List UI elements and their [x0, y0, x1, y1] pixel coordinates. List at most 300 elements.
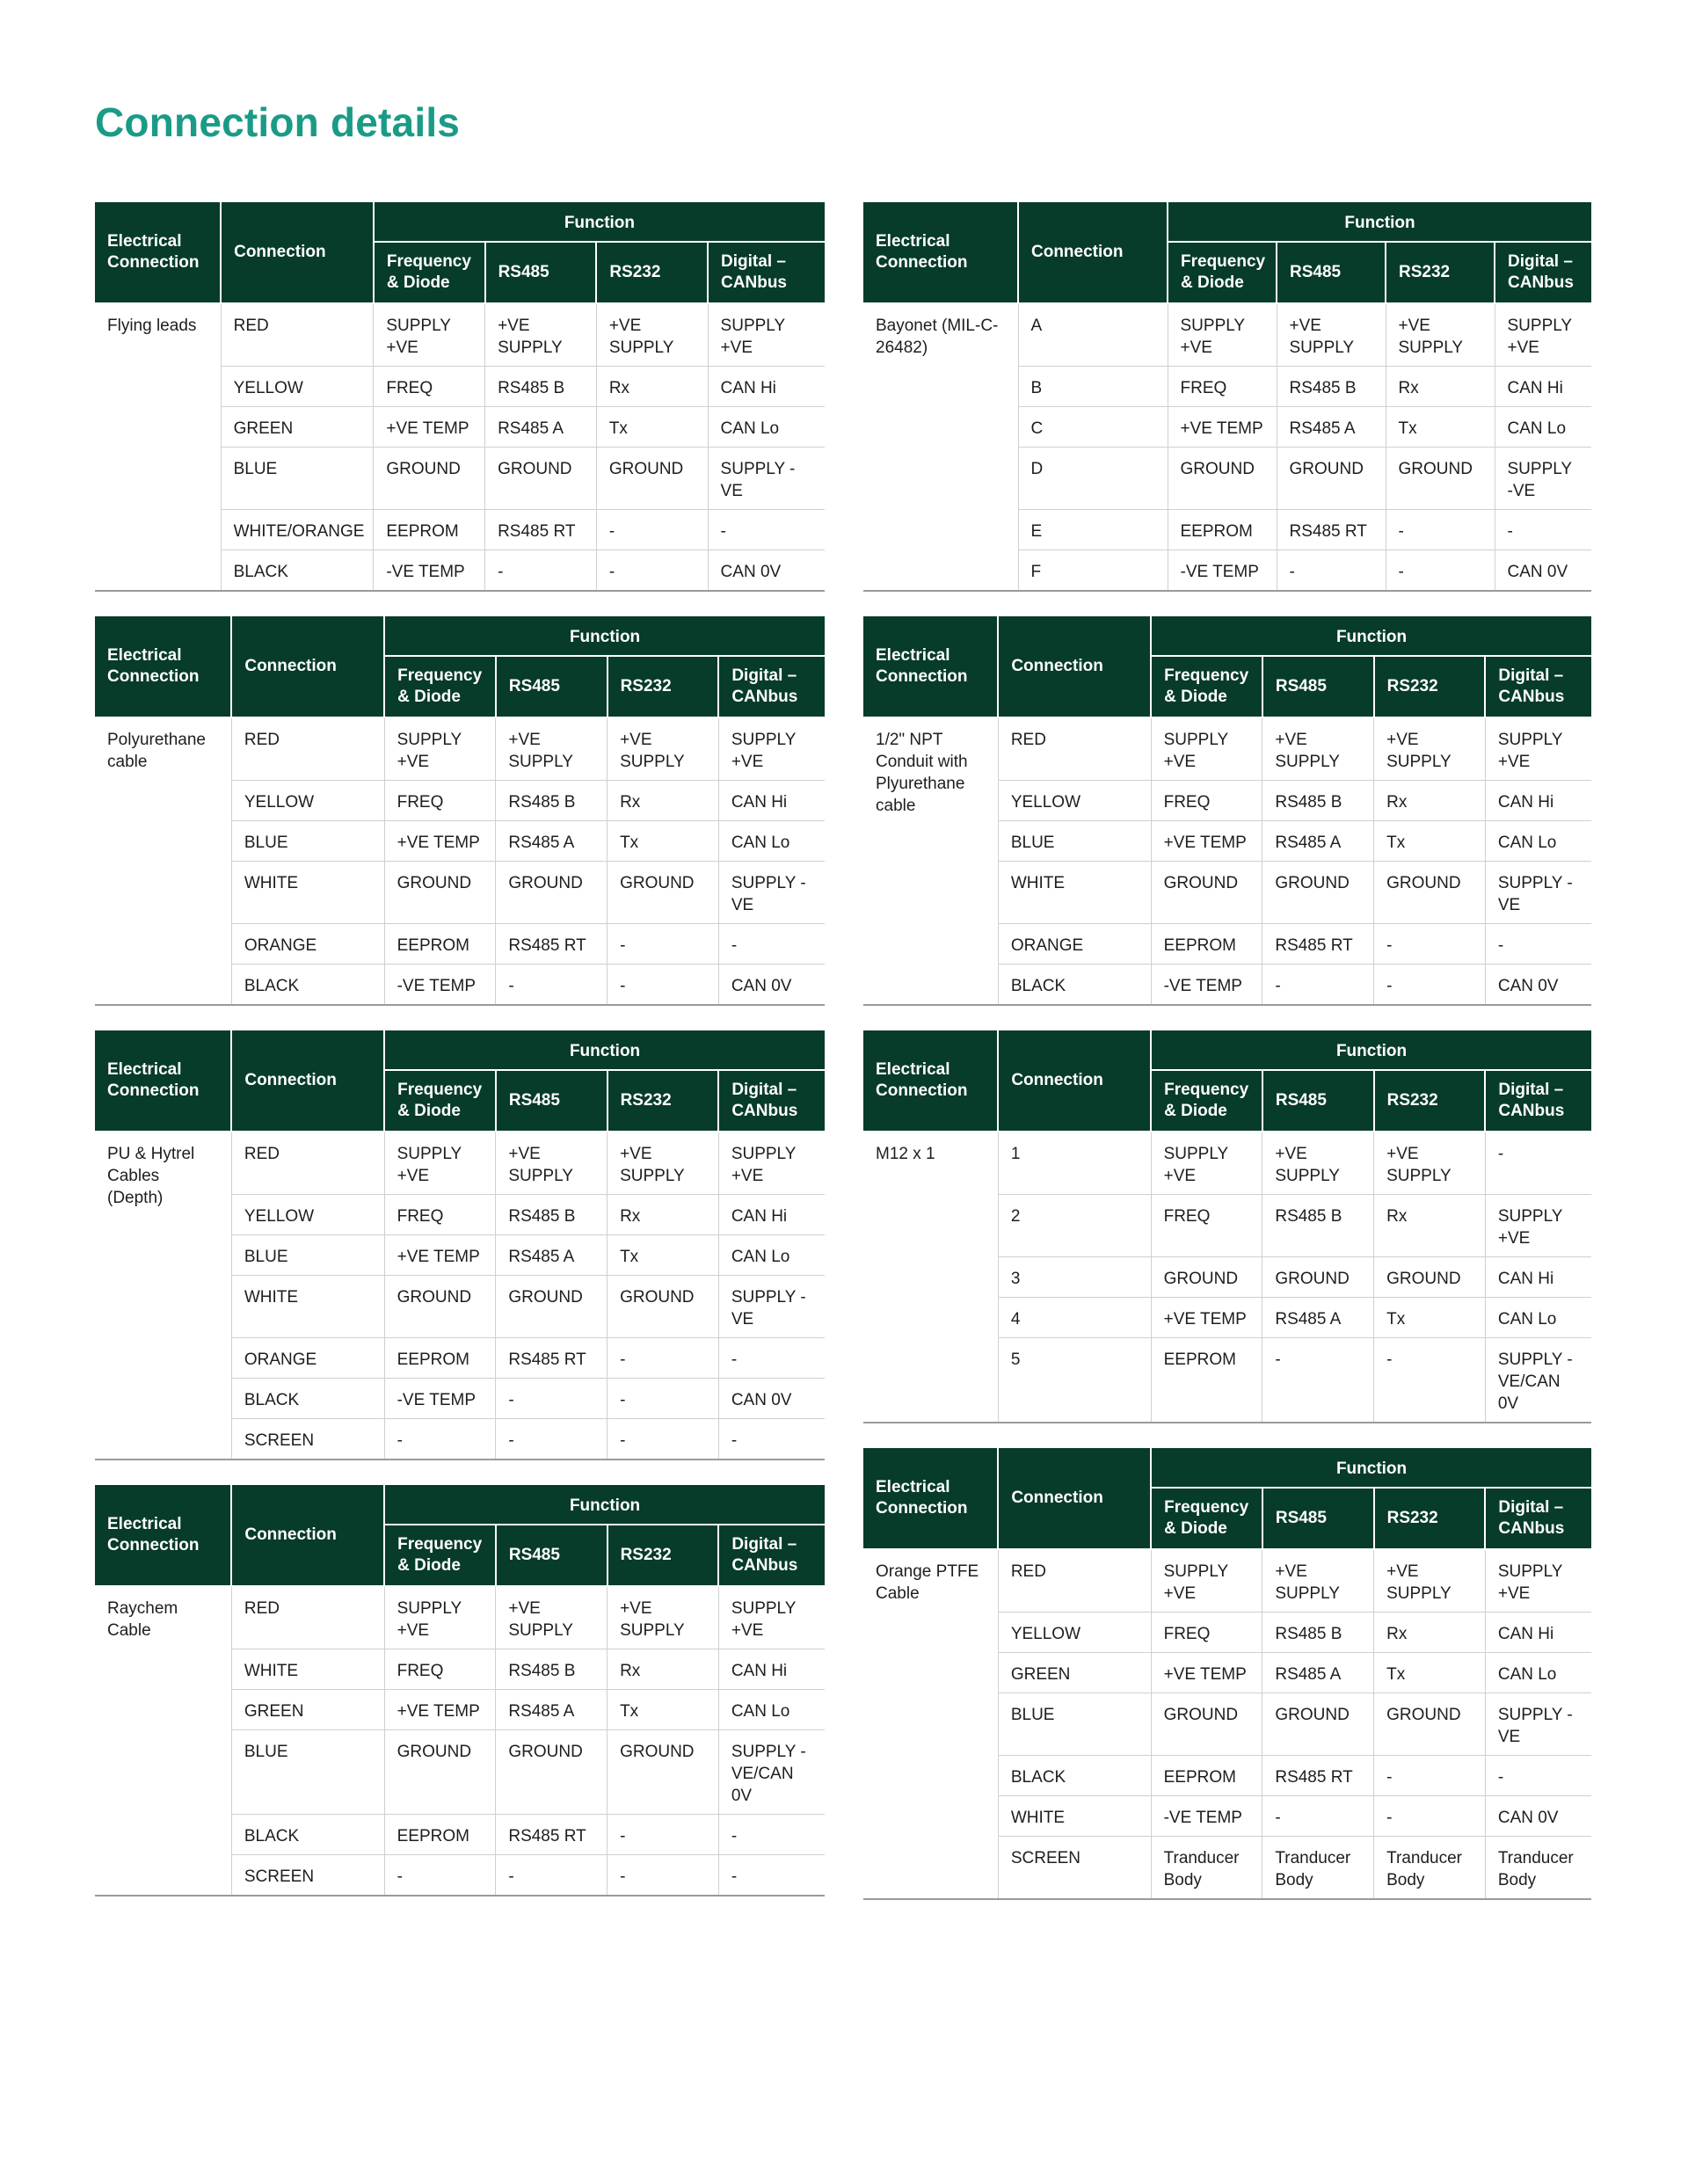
cell-rs232: - — [596, 510, 708, 550]
cell-digital-canbus: CAN 0V — [1485, 965, 1591, 1006]
cell-connection: GREEN — [221, 407, 374, 448]
device-name: Bayonet (MIL-C-26482) — [863, 303, 1018, 591]
header-digital-canbus: Digital – CANbus — [1485, 1488, 1591, 1549]
cell-digital-canbus: CAN Hi — [1485, 1613, 1591, 1653]
cell-frequency-diode: +VE TEMP — [1151, 1653, 1262, 1693]
table-header — [95, 1485, 825, 1586]
cell-digital-canbus: - — [1485, 1756, 1591, 1796]
cell-rs485: RS485 B — [1262, 781, 1374, 821]
cell-rs232: - — [1374, 965, 1486, 1006]
cell-frequency-diode: GROUND — [1151, 862, 1262, 924]
connection-table-m12 — [863, 1030, 1591, 1423]
connection-table-orange-ptfe-cable — [863, 1448, 1591, 1900]
cell-rs232: GROUND — [1374, 862, 1486, 924]
cell-digital-canbus: SUPPLY +VE — [708, 303, 825, 367]
cell-digital-canbus: CAN Hi — [708, 367, 825, 407]
cell-connection: BLUE — [231, 821, 384, 862]
connection-table-bayonet — [863, 202, 1591, 592]
cell-frequency-diode: SUPPLY +VE — [384, 1586, 496, 1649]
cell-rs485: RS485 B — [496, 1649, 608, 1690]
cell-rs232: Rx — [1374, 1613, 1486, 1653]
cell-frequency-diode: +VE TEMP — [1151, 1298, 1262, 1338]
cell-connection: BLACK — [231, 1379, 384, 1419]
cell-connection: WHITE — [998, 862, 1151, 924]
header-connection: Connection — [998, 1448, 1151, 1549]
cell-rs232: Tx — [1374, 821, 1486, 862]
cell-rs485: +VE SUPPLY — [496, 717, 608, 781]
cell-connection: 3 — [998, 1257, 1151, 1298]
cell-rs232: - — [1374, 1796, 1486, 1837]
cell-frequency-diode: SUPPLY +VE — [1168, 303, 1277, 367]
cell-rs485: RS485 B — [496, 1195, 608, 1235]
header-electrical-connection: Electrical Connection — [863, 202, 1018, 303]
cell-frequency-diode: -VE TEMP — [1151, 965, 1262, 1006]
header-rs485: RS485 — [485, 242, 597, 303]
cell-frequency-diode: SUPPLY +VE — [384, 717, 496, 781]
header-electrical-connection: Electrical Connection — [863, 616, 998, 717]
table-row — [863, 1549, 1591, 1613]
cell-rs485: GROUND — [496, 1730, 608, 1815]
cell-digital-canbus: CAN Hi — [718, 1649, 825, 1690]
cell-rs485: - — [496, 965, 608, 1006]
cell-connection: WHITE — [998, 1796, 1151, 1837]
cell-frequency-diode: SUPPLY +VE — [1151, 717, 1262, 781]
cell-rs485: - — [496, 1379, 608, 1419]
header-connection: Connection — [221, 202, 374, 303]
cell-frequency-diode: FREQ — [1151, 781, 1262, 821]
header-electrical-connection: Electrical Connection — [95, 202, 221, 303]
cell-frequency-diode: SUPPLY +VE — [1151, 1549, 1262, 1613]
cell-digital-canbus: - — [1495, 510, 1591, 550]
cell-connection: YELLOW — [231, 1195, 384, 1235]
cell-frequency-diode: GROUND — [1151, 1257, 1262, 1298]
cell-rs232: Tx — [596, 407, 708, 448]
header-electrical-connection: Electrical Connection — [863, 1448, 998, 1549]
cell-rs232: GROUND — [608, 1276, 719, 1338]
cell-rs485: GROUND — [496, 1276, 608, 1338]
cell-rs232: GROUND — [608, 862, 719, 924]
cell-rs485: RS485 A — [485, 407, 597, 448]
cell-digital-canbus: CAN Hi — [1495, 367, 1591, 407]
cell-connection: RED — [998, 717, 1151, 781]
cell-connection: 2 — [998, 1195, 1151, 1257]
cell-frequency-diode: -VE TEMP — [1151, 1796, 1262, 1837]
cell-rs232: Rx — [1374, 781, 1486, 821]
header-digital-canbus: Digital – CANbus — [1485, 1070, 1591, 1132]
cell-rs232: GROUND — [608, 1730, 719, 1815]
cell-frequency-diode: FREQ — [384, 1195, 496, 1235]
table-row — [863, 717, 1591, 781]
cell-digital-canbus: CAN 0V — [1485, 1796, 1591, 1837]
header-frequency-diode: Frequency & Diode — [1168, 242, 1277, 303]
left-column — [95, 202, 825, 1921]
cell-connection: BLUE — [231, 1730, 384, 1815]
cell-connection: 5 — [998, 1338, 1151, 1423]
cell-frequency-diode: FREQ — [1168, 367, 1277, 407]
cell-frequency-diode: GROUND — [1168, 448, 1277, 510]
cell-digital-canbus: CAN Hi — [1485, 1257, 1591, 1298]
cell-digital-canbus: - — [718, 1419, 825, 1460]
right-column — [863, 202, 1591, 1925]
cell-frequency-diode: -VE TEMP — [384, 965, 496, 1006]
cell-rs485: Tranducer Body — [1262, 1837, 1374, 1900]
cell-frequency-diode: +VE TEMP — [384, 821, 496, 862]
cell-digital-canbus: CAN Lo — [1485, 1653, 1591, 1693]
cell-rs485: RS485 RT — [496, 1338, 608, 1379]
cell-rs485: +VE SUPPLY — [1262, 717, 1374, 781]
cell-rs232: Tranducer Body — [1374, 1837, 1486, 1900]
cell-connection: RED — [221, 303, 374, 367]
cell-rs485: RS485 RT — [1262, 924, 1374, 965]
cell-frequency-diode: GROUND — [1151, 1693, 1262, 1756]
cell-rs232: - — [608, 1855, 719, 1896]
cell-digital-canbus: - — [718, 924, 825, 965]
table-slot — [95, 616, 825, 1006]
header-digital-canbus: Digital – CANbus — [708, 242, 825, 303]
cell-connection: BLUE — [998, 1693, 1151, 1756]
cell-frequency-diode: +VE TEMP — [1151, 821, 1262, 862]
cell-connection: RED — [998, 1549, 1151, 1613]
connection-table-raychem-cable — [95, 1485, 825, 1896]
cell-frequency-diode: EEPROM — [384, 1815, 496, 1855]
table-row — [863, 1132, 1591, 1195]
cell-connection: ORANGE — [231, 924, 384, 965]
cell-digital-canbus: SUPPLY +VE — [718, 717, 825, 781]
cell-rs232: +VE SUPPLY — [596, 303, 708, 367]
header-rs232: RS232 — [1374, 656, 1486, 717]
table-row — [863, 303, 1591, 367]
cell-frequency-diode: +VE TEMP — [1168, 407, 1277, 448]
cell-digital-canbus: CAN 0V — [718, 965, 825, 1006]
header-frequency-diode: Frequency & Diode — [374, 242, 485, 303]
header-function: Function — [374, 202, 825, 242]
cell-rs232: Rx — [1386, 367, 1495, 407]
table-header — [95, 616, 825, 717]
header-electrical-connection: Electrical Connection — [95, 616, 231, 717]
cell-frequency-diode: - — [384, 1855, 496, 1896]
cell-frequency-diode: -VE TEMP — [1168, 550, 1277, 592]
cell-rs485: RS485 A — [1277, 407, 1386, 448]
cell-rs232: Tx — [608, 821, 719, 862]
cell-digital-canbus: SUPPLY -VE — [1485, 1693, 1591, 1756]
header-frequency-diode: Frequency & Diode — [1151, 656, 1262, 717]
table-header — [863, 616, 1591, 717]
cell-rs485: RS485 A — [1262, 821, 1374, 862]
cell-digital-canbus: - — [708, 510, 825, 550]
table-slot — [863, 1030, 1591, 1423]
cell-connection: BLACK — [221, 550, 374, 592]
cell-frequency-diode: EEPROM — [1151, 1338, 1262, 1423]
cell-connection: RED — [231, 1586, 384, 1649]
header-function: Function — [1168, 202, 1591, 242]
cell-connection: BLUE — [998, 821, 1151, 862]
header-electrical-connection: Electrical Connection — [95, 1030, 231, 1132]
device-name: Polyurethane cable — [95, 717, 231, 1005]
cell-rs232: - — [608, 1419, 719, 1460]
cell-digital-canbus: SUPPLY +VE — [1485, 1549, 1591, 1613]
cell-connection: B — [1018, 367, 1168, 407]
table-row — [95, 1586, 825, 1649]
cell-rs485: GROUND — [485, 448, 597, 510]
table-row — [95, 1132, 825, 1195]
cell-rs232: - — [1374, 1338, 1486, 1423]
cell-connection: BLACK — [998, 1756, 1151, 1796]
cell-rs485: +VE SUPPLY — [1277, 303, 1386, 367]
cell-rs485: RS485 B — [1262, 1195, 1374, 1257]
header-function: Function — [1151, 1448, 1591, 1488]
cell-frequency-diode: EEPROM — [1151, 1756, 1262, 1796]
cell-rs232: +VE SUPPLY — [1374, 1549, 1486, 1613]
header-frequency-diode: Frequency & Diode — [384, 656, 496, 717]
cell-rs485: - — [1262, 1796, 1374, 1837]
cell-frequency-diode: EEPROM — [374, 510, 485, 550]
device-name: Raychem Cable — [95, 1586, 231, 1896]
cell-rs232: GROUND — [596, 448, 708, 510]
cell-frequency-diode: +VE TEMP — [384, 1235, 496, 1276]
cell-frequency-diode: FREQ — [374, 367, 485, 407]
cell-digital-canbus: SUPPLY -VE — [708, 448, 825, 510]
table-slot — [95, 202, 825, 592]
cell-rs485: - — [496, 1419, 608, 1460]
cell-frequency-diode: EEPROM — [1151, 924, 1262, 965]
header-electrical-connection: Electrical Connection — [95, 1485, 231, 1586]
header-frequency-diode: Frequency & Diode — [1151, 1488, 1262, 1549]
cell-digital-canbus: - — [1485, 1132, 1591, 1195]
cell-digital-canbus: CAN Lo — [1485, 1298, 1591, 1338]
cell-frequency-diode: GROUND — [384, 862, 496, 924]
cell-rs232: GROUND — [1374, 1693, 1486, 1756]
cell-rs232: +VE SUPPLY — [608, 717, 719, 781]
cell-connection: YELLOW — [998, 781, 1151, 821]
header-digital-canbus: Digital – CANbus — [718, 656, 825, 717]
header-connection: Connection — [231, 616, 384, 717]
cell-rs232: - — [608, 924, 719, 965]
cell-connection: BLACK — [231, 965, 384, 1006]
cell-rs485: RS485 A — [496, 821, 608, 862]
cell-rs485: RS485 RT — [1262, 1756, 1374, 1796]
cell-rs485: - — [1262, 965, 1374, 1006]
header-rs485: RS485 — [496, 656, 608, 717]
cell-frequency-diode: SUPPLY +VE — [374, 303, 485, 367]
cell-rs485: GROUND — [496, 862, 608, 924]
device-name: PU & Hytrel Cables (Depth) — [95, 1132, 231, 1460]
cell-digital-canbus: CAN Lo — [1485, 821, 1591, 862]
table-header — [95, 1030, 825, 1132]
header-function: Function — [384, 616, 825, 656]
cell-rs485: RS485 B — [496, 781, 608, 821]
cell-frequency-diode: EEPROM — [384, 1338, 496, 1379]
connection-table-npt-conduit — [863, 616, 1591, 1006]
cell-rs232: +VE SUPPLY — [608, 1586, 719, 1649]
cell-rs232: Rx — [608, 1195, 719, 1235]
cell-rs485: - — [496, 1855, 608, 1896]
connection-table-polyurethane-cable — [95, 616, 825, 1006]
device-name: Flying leads — [95, 303, 221, 591]
cell-connection: WHITE — [231, 1276, 384, 1338]
table-header — [863, 202, 1591, 303]
cell-digital-canbus: CAN Hi — [1485, 781, 1591, 821]
cell-rs485: +VE SUPPLY — [1262, 1549, 1374, 1613]
cell-frequency-diode: GROUND — [384, 1276, 496, 1338]
cell-digital-canbus: CAN Hi — [718, 781, 825, 821]
cell-rs232: Tx — [608, 1235, 719, 1276]
cell-frequency-diode: +VE TEMP — [384, 1690, 496, 1730]
cell-rs232: - — [608, 1338, 719, 1379]
cell-digital-canbus: SUPPLY -VE — [718, 1276, 825, 1338]
cell-connection: WHITE — [231, 1649, 384, 1690]
header-rs485: RS485 — [1262, 1070, 1374, 1132]
connection-table-flying-leads — [95, 202, 825, 592]
table-header — [95, 202, 825, 303]
cell-rs232: GROUND — [1386, 448, 1495, 510]
cell-frequency-diode: - — [384, 1419, 496, 1460]
cell-rs232: GROUND — [1374, 1257, 1486, 1298]
cell-connection: GREEN — [231, 1690, 384, 1730]
cell-frequency-diode: EEPROM — [384, 924, 496, 965]
cell-rs232: Rx — [608, 1649, 719, 1690]
header-connection: Connection — [998, 1030, 1151, 1132]
cell-frequency-diode: EEPROM — [1168, 510, 1277, 550]
cell-rs485: +VE SUPPLY — [1262, 1132, 1374, 1195]
cell-connection: YELLOW — [231, 781, 384, 821]
cell-rs485: +VE SUPPLY — [496, 1586, 608, 1649]
device-name: Orange PTFE Cable — [863, 1549, 998, 1899]
cell-rs485: +VE SUPPLY — [496, 1132, 608, 1195]
cell-rs232: - — [596, 550, 708, 592]
cell-rs485: - — [1262, 1338, 1374, 1423]
cell-rs232: Tx — [1374, 1298, 1486, 1338]
cell-rs232: - — [608, 965, 719, 1006]
cell-connection: SCREEN — [231, 1855, 384, 1896]
cell-connection: 4 — [998, 1298, 1151, 1338]
cell-digital-canbus: SUPPLY -VE/CAN 0V — [1485, 1338, 1591, 1423]
header-rs232: RS232 — [608, 1525, 719, 1586]
cell-digital-canbus: CAN 0V — [708, 550, 825, 592]
header-digital-canbus: Digital – CANbus — [1495, 242, 1591, 303]
cell-rs232: - — [1386, 550, 1495, 592]
table-slot — [95, 1485, 825, 1896]
device-name: 1/2" NPT Conduit with Plyurethane cable — [863, 717, 998, 1005]
cell-connection: SCREEN — [231, 1419, 384, 1460]
cell-rs232: - — [1374, 924, 1486, 965]
cell-digital-canbus: SUPPLY +VE — [1485, 1195, 1591, 1257]
cell-digital-canbus: CAN Lo — [718, 821, 825, 862]
table-row — [95, 303, 825, 367]
cell-rs232: Rx — [1374, 1195, 1486, 1257]
cell-frequency-diode: FREQ — [384, 781, 496, 821]
cell-connection: BLUE — [221, 448, 374, 510]
cell-connection: E — [1018, 510, 1168, 550]
cell-frequency-diode: -VE TEMP — [384, 1379, 496, 1419]
header-frequency-diode: Frequency & Diode — [384, 1070, 496, 1132]
header-frequency-diode: Frequency & Diode — [384, 1525, 496, 1586]
cell-digital-canbus: CAN Lo — [718, 1235, 825, 1276]
cell-frequency-diode: GROUND — [384, 1730, 496, 1815]
cell-rs485: RS485 B — [485, 367, 597, 407]
cell-digital-canbus: SUPPLY +VE — [718, 1586, 825, 1649]
connection-table-pu-hytrel-cables — [95, 1030, 825, 1460]
header-rs485: RS485 — [1262, 1488, 1374, 1549]
cell-frequency-diode: SUPPLY +VE — [1151, 1132, 1262, 1195]
cell-connection: YELLOW — [221, 367, 374, 407]
header-rs485: RS485 — [496, 1525, 608, 1586]
cell-digital-canbus: SUPPLY -VE — [1495, 448, 1591, 510]
cell-rs232: Tx — [1386, 407, 1495, 448]
header-rs232: RS232 — [1386, 242, 1495, 303]
header-digital-canbus: Digital – CANbus — [1485, 656, 1591, 717]
cell-rs485: RS485 RT — [485, 510, 597, 550]
header-rs232: RS232 — [1374, 1070, 1486, 1132]
cell-connection: ORANGE — [231, 1338, 384, 1379]
header-rs232: RS232 — [1374, 1488, 1486, 1549]
cell-digital-canbus: - — [1485, 924, 1591, 965]
cell-connection: WHITE — [231, 862, 384, 924]
cell-digital-canbus: CAN Lo — [1495, 407, 1591, 448]
cell-rs485: RS485 B — [1277, 367, 1386, 407]
cell-connection: D — [1018, 448, 1168, 510]
header-digital-canbus: Digital – CANbus — [718, 1525, 825, 1586]
cell-digital-canbus: - — [718, 1338, 825, 1379]
cell-digital-canbus: Tranducer Body — [1485, 1837, 1591, 1900]
cell-rs485: +VE SUPPLY — [485, 303, 597, 367]
cell-digital-canbus: SUPPLY +VE — [1485, 717, 1591, 781]
table-header — [863, 1030, 1591, 1132]
cell-rs485: RS485 RT — [496, 1815, 608, 1855]
cell-rs232: - — [1386, 510, 1495, 550]
cell-rs485: GROUND — [1277, 448, 1386, 510]
cell-frequency-diode: SUPPLY +VE — [384, 1132, 496, 1195]
header-connection: Connection — [998, 616, 1151, 717]
cell-frequency-diode: -VE TEMP — [374, 550, 485, 592]
cell-digital-canbus: CAN Lo — [718, 1690, 825, 1730]
cell-connection: YELLOW — [998, 1613, 1151, 1653]
header-function: Function — [1151, 616, 1591, 656]
cell-digital-canbus: - — [718, 1855, 825, 1896]
cell-rs232: - — [608, 1379, 719, 1419]
cell-connection: RED — [231, 1132, 384, 1195]
device-name: M12 x 1 — [863, 1132, 998, 1423]
header-rs485: RS485 — [496, 1070, 608, 1132]
header-rs485: RS485 — [1277, 242, 1386, 303]
cell-digital-canbus: SUPPLY -VE/CAN 0V — [718, 1730, 825, 1815]
cell-rs485: RS485 A — [1262, 1653, 1374, 1693]
cell-rs485: RS485 RT — [1277, 510, 1386, 550]
cell-rs485: GROUND — [1262, 862, 1374, 924]
cell-rs485: RS485 A — [496, 1235, 608, 1276]
cell-rs232: Rx — [596, 367, 708, 407]
cell-rs232: Tx — [608, 1690, 719, 1730]
cell-digital-canbus: CAN Hi — [718, 1195, 825, 1235]
cell-connection: F — [1018, 550, 1168, 592]
header-rs232: RS232 — [596, 242, 708, 303]
cell-rs232: - — [1374, 1756, 1486, 1796]
cell-connection: ORANGE — [998, 924, 1151, 965]
cell-rs485: GROUND — [1262, 1693, 1374, 1756]
cell-digital-canbus: - — [718, 1815, 825, 1855]
cell-connection: BLACK — [998, 965, 1151, 1006]
cell-digital-canbus: CAN 0V — [718, 1379, 825, 1419]
header-connection: Connection — [231, 1030, 384, 1132]
header-connection: Connection — [1018, 202, 1168, 303]
cell-digital-canbus: SUPPLY -VE — [718, 862, 825, 924]
cell-rs485: RS485 B — [1262, 1613, 1374, 1653]
header-rs232: RS232 — [608, 1070, 719, 1132]
cell-rs232: - — [608, 1815, 719, 1855]
cell-rs232: +VE SUPPLY — [1386, 303, 1495, 367]
cell-connection: BLUE — [231, 1235, 384, 1276]
table-slot — [863, 202, 1591, 592]
page-title: Connection details — [95, 99, 461, 145]
